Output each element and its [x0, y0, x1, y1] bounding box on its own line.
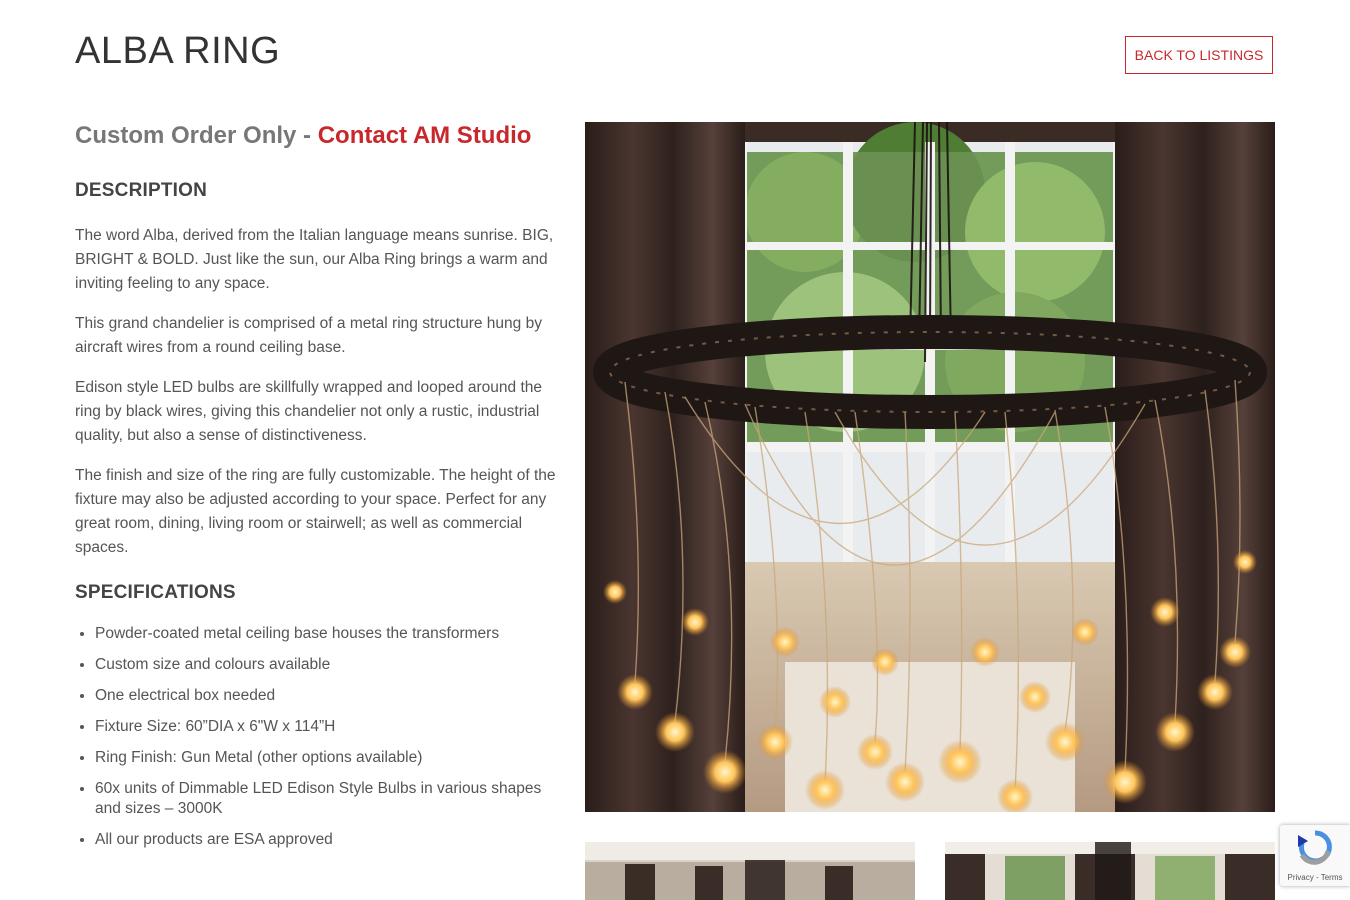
description-body [75, 224, 560, 560]
description-paragraph: This grand chandelier is comprised of a metal ring structure hung by aircraft wires from a round ceiling base. [75, 315, 542, 356]
spec-item: • All our products are ESA approved [95, 830, 560, 850]
description-paragraph: The word Alba, derived from the Italian language means sunrise. BIG, BRIGHT & BOLD. Just like the sun, our Alba Ring brings a warm and inviting feeling to any space. [75, 227, 554, 292]
custom-order-label: Custom Order Only - [75, 122, 318, 149]
specifications-heading: SPECIFICATIONS [75, 582, 236, 603]
thumbnail-photo [585, 842, 915, 900]
description-paragraph: The finish and size of the ring are fully customizable. The height of the fixture may also be adjusted according to your space. Perfect for any great room, dining, living room or stairwell; as well as commercial spaces. [75, 467, 556, 556]
product-details [75, 122, 560, 861]
recaptcha-icon [1280, 825, 1350, 865]
privacy-link[interactable]: Privacy [1287, 873, 1314, 882]
product-thumbnail[interactable] [585, 842, 915, 900]
back-to-listings-button[interactable]: BACK TO LISTINGS [1125, 36, 1273, 74]
contact-am-studio-link[interactable]: Contact AM Studio [317, 122, 532, 149]
spec-item: • Ring Finish: Gun Metal (other options available) [95, 748, 560, 768]
specifications-list [75, 624, 560, 850]
page-title: ALBA RING [75, 30, 281, 72]
spec-item: • One electrical box needed [95, 686, 560, 706]
spec-item: • 60x units of Dimmable LED Edison Style Bulbs in various shapes and sizes – 3000K [95, 779, 560, 819]
recaptcha-links [1280, 873, 1350, 882]
spec-item: • Powder-coated metal ceiling base houses the transformers [95, 624, 560, 644]
product-main-image[interactable] [585, 122, 1275, 812]
spec-item: • Custom size and colours available [95, 655, 560, 675]
thumbnail-photo [945, 842, 1275, 900]
recaptcha-badge[interactable] [1280, 825, 1350, 886]
separator: - [1313, 873, 1321, 882]
product-thumbnail[interactable] [945, 842, 1275, 900]
description-paragraph: Edison style LED bulbs are skillfully wrapped and looped around the ring by black wires, giving this chandelier not only a rustic, industrial quality, but also a sense of distinctiveness. [75, 379, 543, 444]
description-heading: DESCRIPTION [75, 180, 208, 201]
terms-link[interactable]: Terms [1320, 873, 1343, 882]
chandelier-photo [585, 122, 1275, 812]
spec-item: • Fixture Size: 60”DIA x 6"W x 114”H [95, 717, 560, 737]
custom-order-heading [75, 122, 560, 150]
